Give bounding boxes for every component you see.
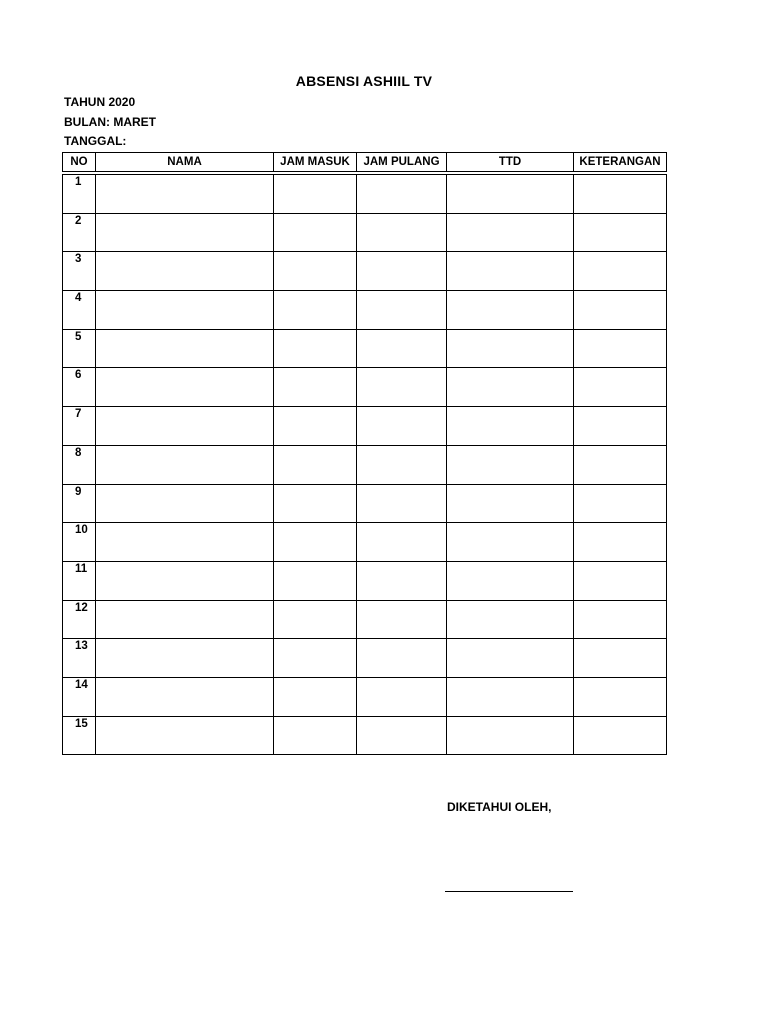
cell-keterangan xyxy=(574,445,667,484)
cell-ttd xyxy=(447,213,574,252)
cell-jam-masuk xyxy=(274,175,357,214)
cell-no: 6 xyxy=(63,368,96,407)
cell-jam-pulang xyxy=(357,252,447,291)
header-nama: NAMA xyxy=(96,153,274,172)
cell-jam-masuk xyxy=(274,484,357,523)
cell-nama xyxy=(96,561,274,600)
cell-no: 14 xyxy=(63,677,96,716)
cell-nama xyxy=(96,329,274,368)
cell-jam-masuk xyxy=(274,561,357,600)
cell-ttd xyxy=(447,639,574,678)
cell-no: 9 xyxy=(63,484,96,523)
table-row xyxy=(63,445,667,484)
cell-nama xyxy=(96,484,274,523)
cell-ttd xyxy=(447,175,574,214)
cell-keterangan xyxy=(574,407,667,446)
cell-no: 4 xyxy=(63,291,96,330)
cell-no: 2 xyxy=(63,213,96,252)
table-row xyxy=(63,213,667,252)
header-no: NO xyxy=(63,153,96,172)
date-label: TANGGAL: xyxy=(64,134,127,148)
cell-keterangan xyxy=(574,368,667,407)
cell-jam-pulang xyxy=(357,600,447,639)
cell-jam-masuk xyxy=(274,639,357,678)
known-by-label: DIKETAHUI OLEH, xyxy=(447,800,552,814)
cell-nama xyxy=(96,252,274,291)
cell-keterangan xyxy=(574,561,667,600)
header-ttd: TTD xyxy=(447,153,574,172)
cell-jam-pulang xyxy=(357,213,447,252)
cell-jam-pulang xyxy=(357,291,447,330)
cell-ttd xyxy=(447,600,574,639)
cell-no: 7 xyxy=(63,407,96,446)
cell-nama xyxy=(96,716,274,755)
year-label: TAHUN 2020 xyxy=(64,95,136,109)
cell-jam-pulang xyxy=(357,561,447,600)
table-row xyxy=(63,175,667,214)
table-row xyxy=(63,639,667,678)
cell-nama xyxy=(96,291,274,330)
cell-jam-masuk xyxy=(274,523,357,562)
header-keterangan: KETERANGAN xyxy=(574,153,667,172)
cell-nama xyxy=(96,368,274,407)
cell-keterangan xyxy=(574,600,667,639)
cell-ttd xyxy=(447,716,574,755)
table-row xyxy=(63,407,667,446)
cell-nama xyxy=(96,407,274,446)
cell-nama xyxy=(96,639,274,678)
cell-jam-pulang xyxy=(357,716,447,755)
cell-jam-pulang xyxy=(357,677,447,716)
cell-ttd xyxy=(447,677,574,716)
cell-no: 11 xyxy=(63,561,96,600)
cell-jam-masuk xyxy=(274,716,357,755)
cell-ttd xyxy=(447,329,574,368)
table-row xyxy=(63,291,667,330)
signature-line xyxy=(445,891,573,892)
table-row xyxy=(63,484,667,523)
cell-no: 1 xyxy=(63,175,96,214)
cell-ttd xyxy=(447,291,574,330)
cell-keterangan xyxy=(574,213,667,252)
cell-jam-pulang xyxy=(357,484,447,523)
cell-jam-masuk xyxy=(274,368,357,407)
cell-jam-masuk xyxy=(274,407,357,446)
cell-jam-pulang xyxy=(357,175,447,214)
cell-keterangan xyxy=(574,523,667,562)
cell-keterangan xyxy=(574,291,667,330)
cell-nama xyxy=(96,600,274,639)
cell-no: 5 xyxy=(63,329,96,368)
cell-jam-pulang xyxy=(357,639,447,678)
cell-jam-masuk xyxy=(274,445,357,484)
cell-nama xyxy=(96,523,274,562)
cell-jam-masuk xyxy=(274,600,357,639)
cell-jam-pulang xyxy=(357,329,447,368)
cell-ttd xyxy=(447,484,574,523)
cell-jam-masuk xyxy=(274,677,357,716)
cell-ttd xyxy=(447,407,574,446)
cell-jam-masuk xyxy=(274,291,357,330)
cell-nama xyxy=(96,213,274,252)
cell-keterangan xyxy=(574,175,667,214)
table-row xyxy=(63,716,667,755)
cell-jam-masuk xyxy=(274,252,357,291)
cell-nama xyxy=(96,677,274,716)
cell-no: 10 xyxy=(63,523,96,562)
cell-keterangan xyxy=(574,716,667,755)
cell-keterangan xyxy=(574,329,667,368)
table-row xyxy=(63,329,667,368)
cell-jam-masuk xyxy=(274,213,357,252)
attendance-table xyxy=(62,152,667,755)
cell-ttd xyxy=(447,368,574,407)
cell-nama xyxy=(96,445,274,484)
cell-keterangan xyxy=(574,639,667,678)
cell-ttd xyxy=(447,445,574,484)
header-jam-masuk: JAM MASUK xyxy=(274,153,357,172)
header-row xyxy=(63,153,667,172)
cell-keterangan xyxy=(574,252,667,291)
cell-no: 8 xyxy=(63,445,96,484)
cell-jam-pulang xyxy=(357,523,447,562)
cell-keterangan xyxy=(574,484,667,523)
cell-jam-pulang xyxy=(357,445,447,484)
cell-no: 13 xyxy=(63,639,96,678)
table-body xyxy=(63,175,667,755)
cell-jam-pulang xyxy=(357,368,447,407)
cell-jam-masuk xyxy=(274,329,357,368)
cell-ttd xyxy=(447,523,574,562)
cell-ttd xyxy=(447,561,574,600)
table-row xyxy=(63,368,667,407)
cell-no: 15 xyxy=(63,716,96,755)
cell-nama xyxy=(96,175,274,214)
month-label: BULAN: MARET xyxy=(64,115,156,129)
header-jam-pulang: JAM PULANG xyxy=(357,153,447,172)
page-title: ABSENSI ASHIIL TV xyxy=(295,73,433,89)
table-row xyxy=(63,600,667,639)
table-row xyxy=(63,523,667,562)
cell-no: 3 xyxy=(63,252,96,291)
cell-keterangan xyxy=(574,677,667,716)
cell-jam-pulang xyxy=(357,407,447,446)
cell-ttd xyxy=(447,252,574,291)
table-row xyxy=(63,252,667,291)
table-row xyxy=(63,677,667,716)
cell-no: 12 xyxy=(63,600,96,639)
table-row xyxy=(63,561,667,600)
